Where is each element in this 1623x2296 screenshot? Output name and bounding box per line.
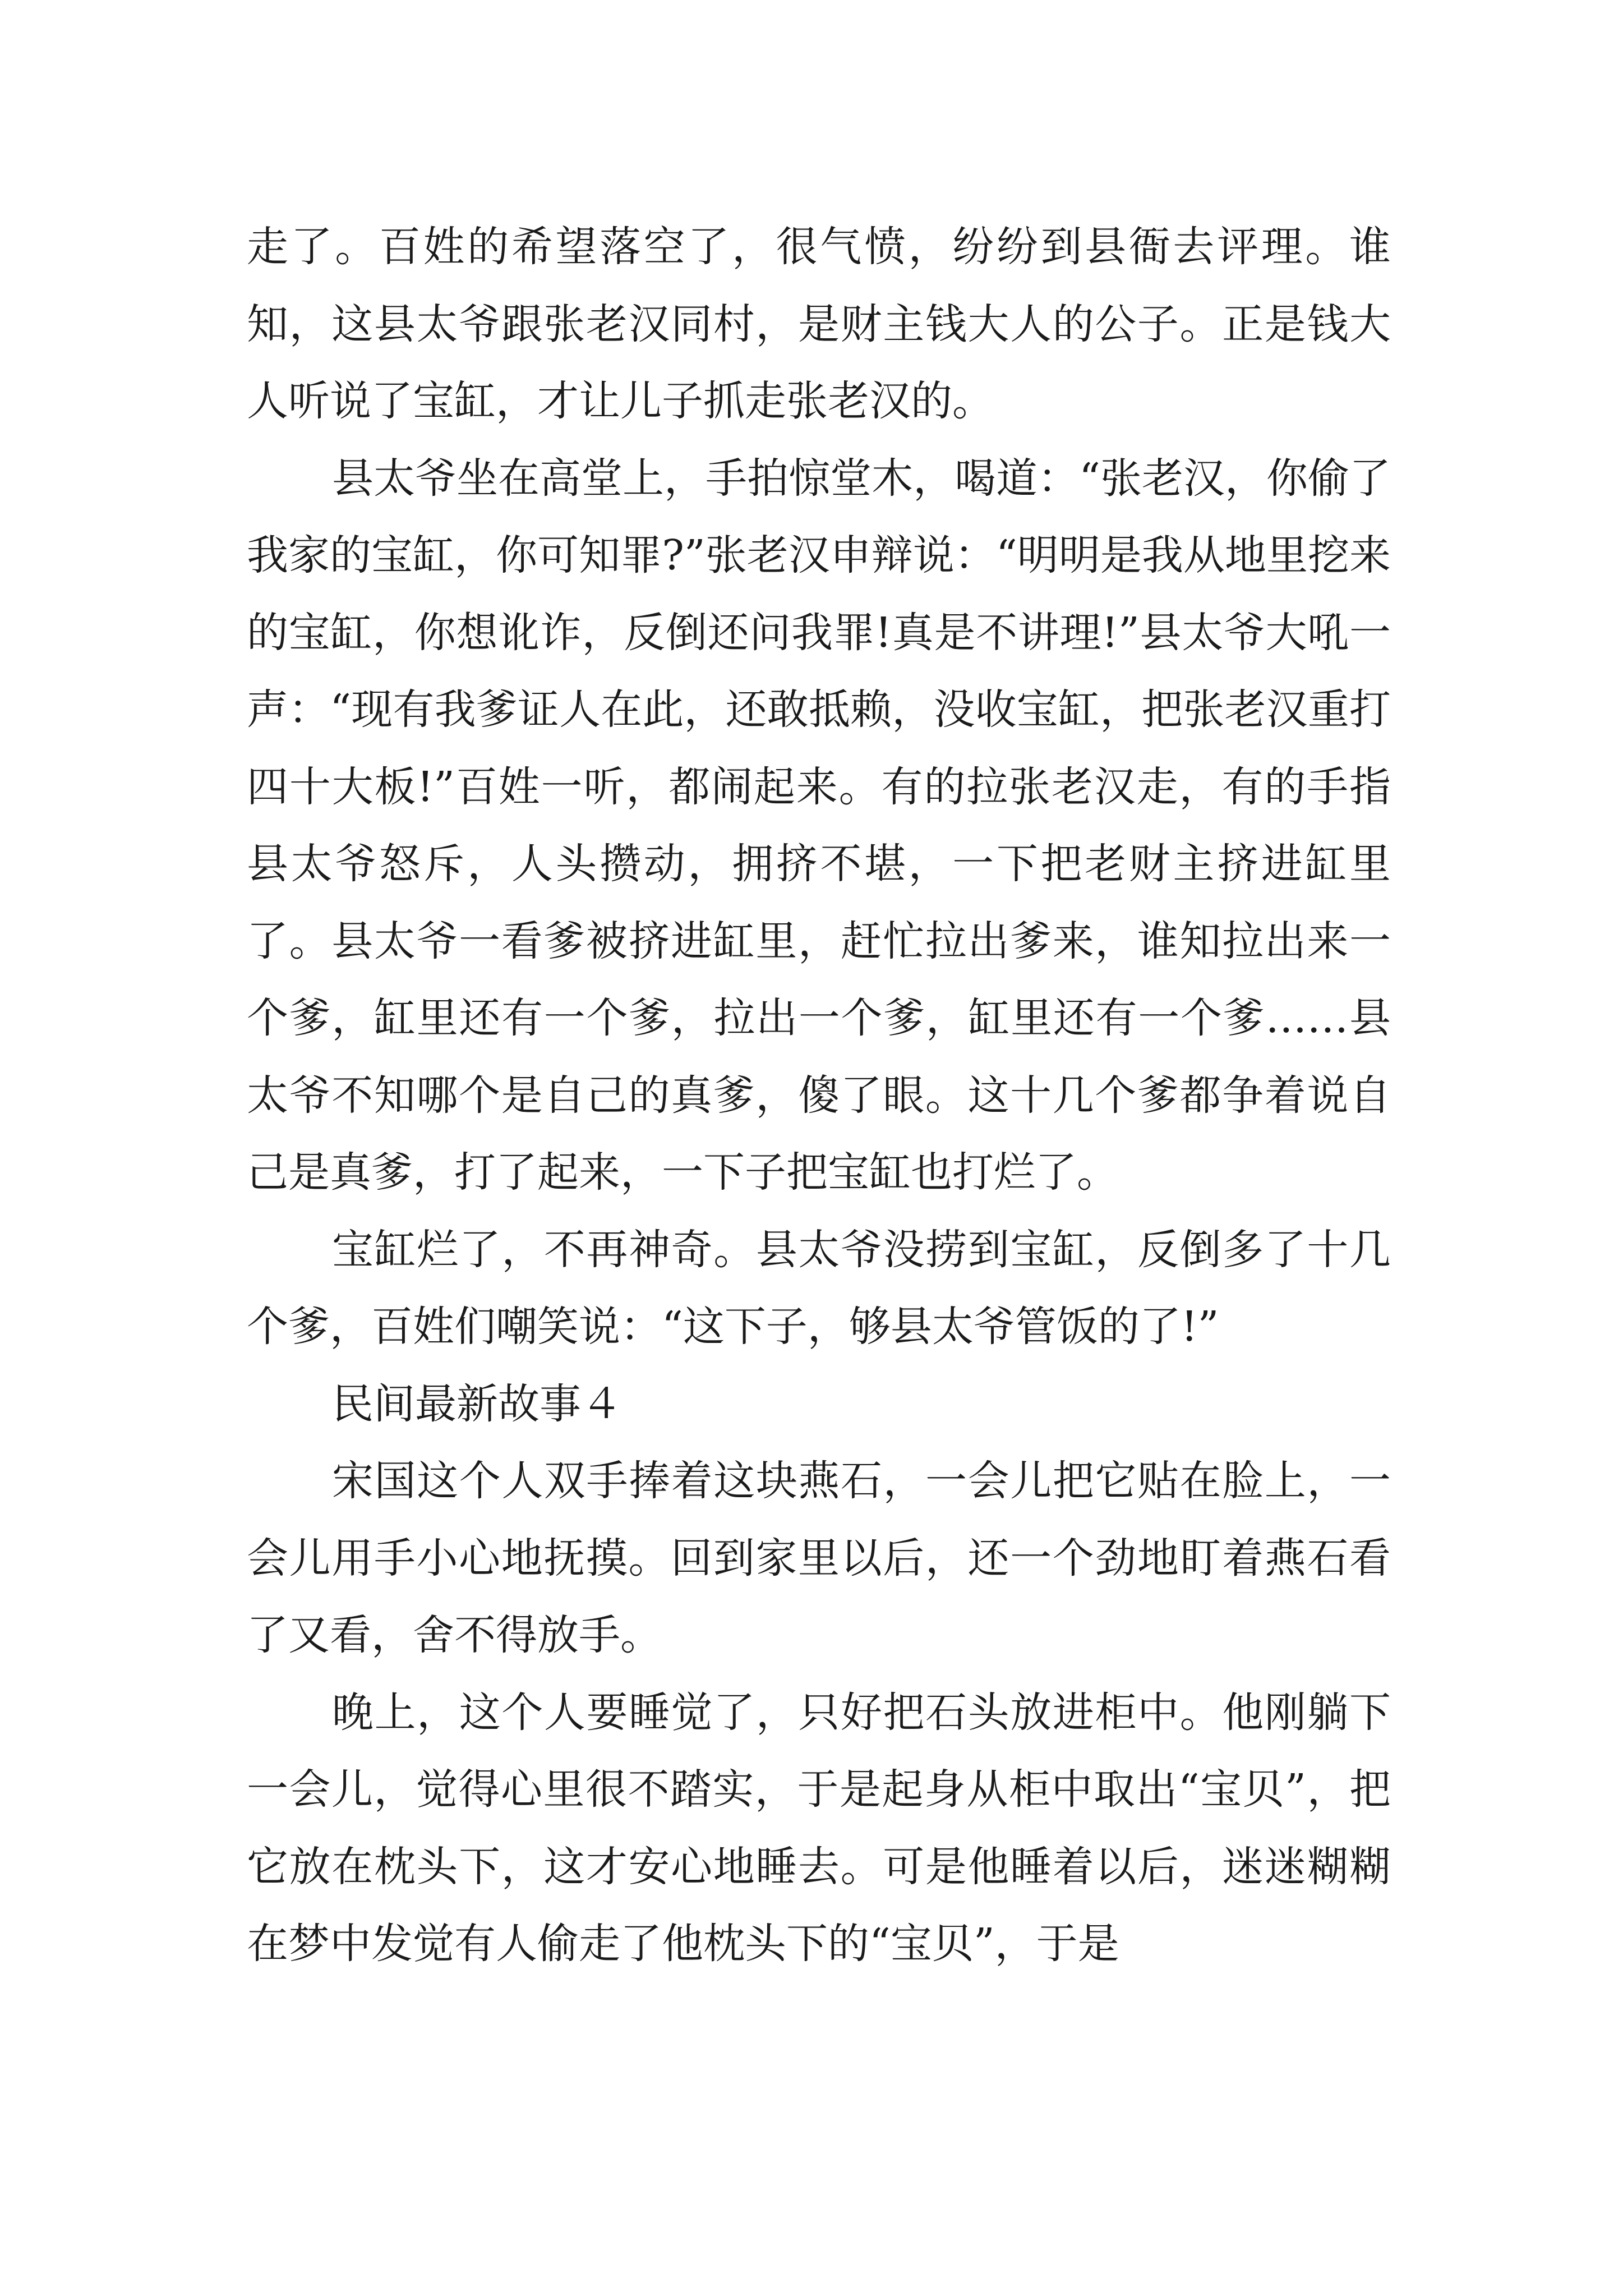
paragraph-1: 走了。百姓的希望落空了，很气愤，纷纷到县衙去评理。谁知，这县太爷跟张老汉同村，是财主钱大人的公子。正是钱大人听说了宝缸，才让儿子抓走张老汉的。 — [247, 223, 1391, 425]
paragraph-5: 晚上，这个人要睡觉了，只好把石头放进柜中。他刚躺下一会儿，觉得心里很不踏实，于是起身从柜中取出“宝贝”，把它放在枕头下，这才安心地睡去。可是他睡着以后，迷迷糊糊在梦中发觉有人偷走了他枕头下的“宝贝”，于是 — [247, 1688, 1391, 1968]
section-heading: 民间最新故事４ — [332, 1379, 623, 1428]
document-body — [247, 209, 1391, 1983]
paragraph-2: 县太爷坐在高堂上，手拍惊堂木，喝道：“张老汉，你偷了我家的宝缸，你可知罪?”张老汉申辩说：“明明是我从地里挖来的宝缸，你想讹诈，反倒还问我罪!真是不讲理!”县太爷大吼一声：“现有我爹证人在此，还敢抵赖，没收宝缸，把张老汉重打四十大板!”百姓一听，都闹起来。有的拉张老汉走，有的手指县太爷怒斥，人头攒动，拥挤不堪，一下把老财主挤进缸里了。县太爷一看爹被挤进缸里，赶忙拉出爹来，谁知拉出来一个爹，缸里还有一个爹，拉出一个爹，缸里还有一个爹……县太爷不知哪个是自己的真爹，傻了眼。这十几个爹都争着说自己是真爹，打了起来，一下子把宝缸也打烂了。 — [247, 454, 1391, 1197]
paragraph-3: 宝缸烂了，不再神奇。县太爷没捞到宝缸，反倒多了十几个爹，百姓们嘲笑说：“这下子，够县太爷管饭的了!” — [247, 1225, 1391, 1351]
paragraph-4: 宋国这个人双手捧着这块燕石，一会儿把它贴在脸上，一会儿用手小心地抚摸。回到家里以后，还一个劲地盯着燕石看了又看，舍不得放手。 — [247, 1457, 1391, 1659]
